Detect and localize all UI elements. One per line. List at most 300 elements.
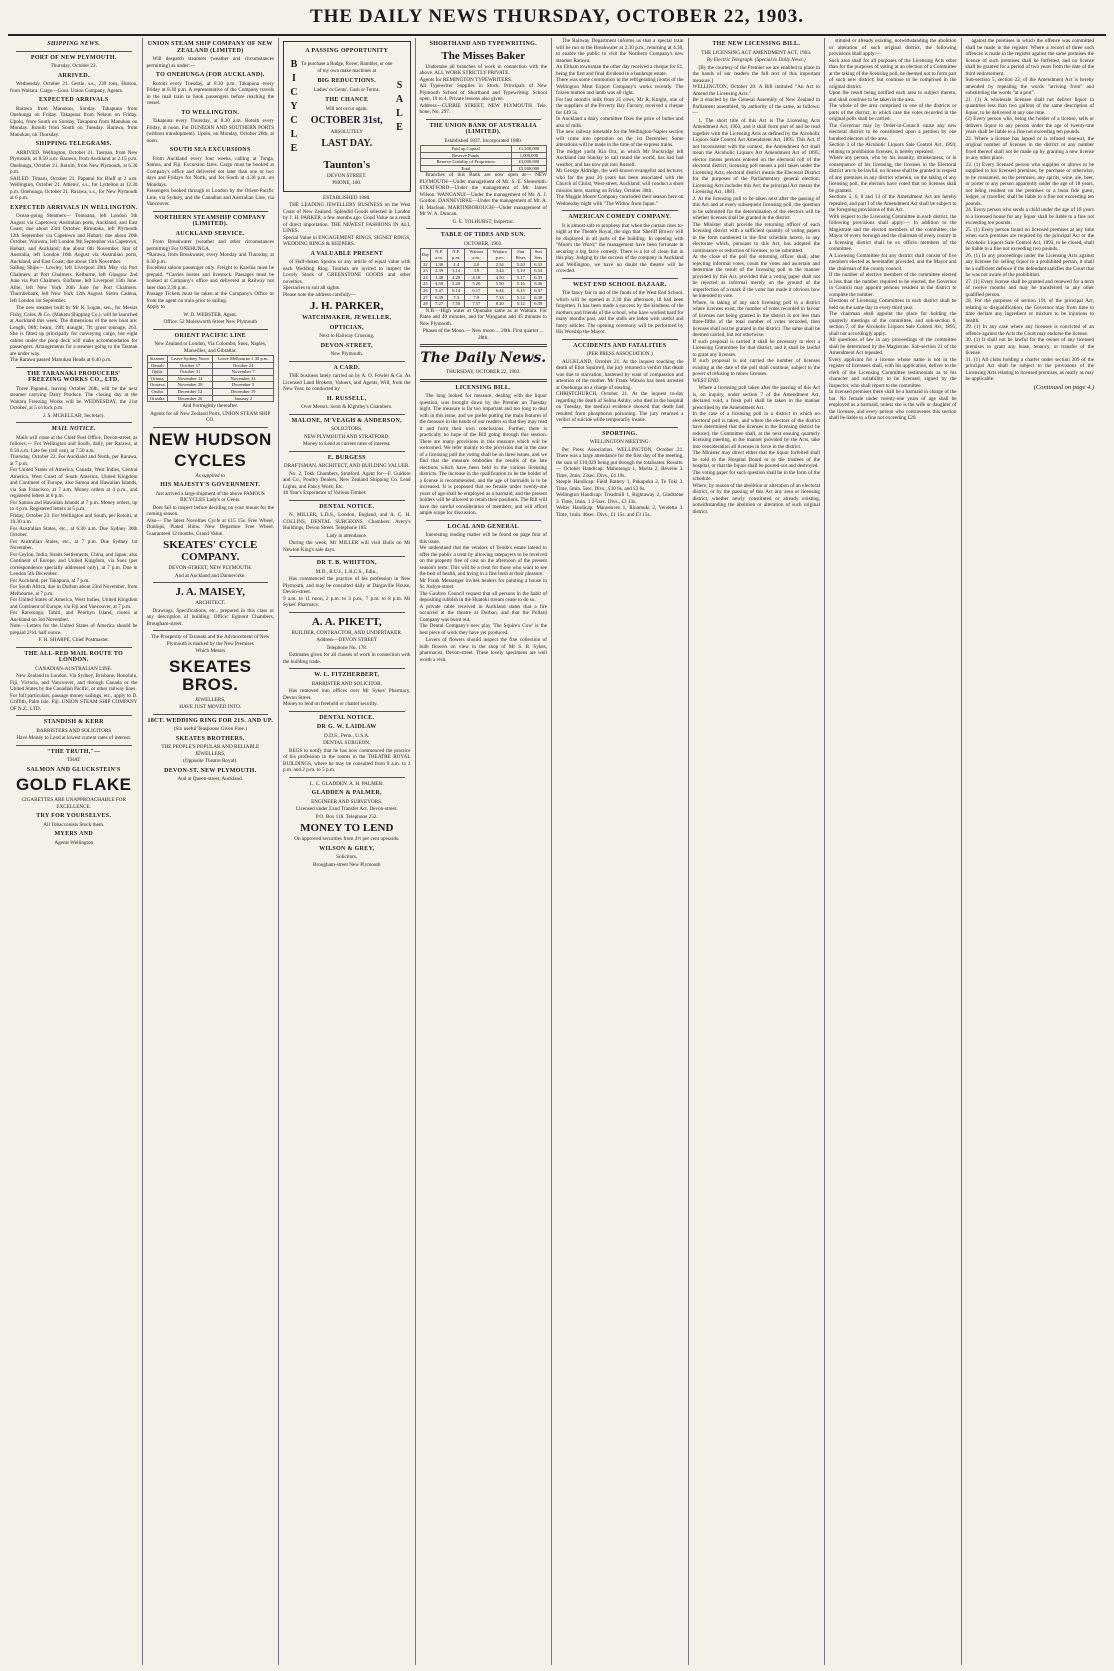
whitton-heading: DR T. B. WHITTON, (316, 560, 377, 566)
wellington-heading: TO WELLINGTON. (181, 109, 240, 116)
table-row (420, 165, 547, 172)
table-cell: 2.4 (448, 261, 465, 268)
table-row (147, 388, 274, 395)
table-row (147, 375, 274, 382)
table-cell: 4.50 (431, 281, 448, 288)
table-cell: 7.3 (448, 294, 465, 301)
last-day-text: LAST DAY. (321, 138, 373, 149)
table-cell: 5.19 (511, 268, 530, 275)
accidents-text: AUCKLAND, October 21. At the inquest touching the death of Eliot Squirrell, the jury returned a verdict that death was due to starvation, hastened by want of compassion and attention of the mother. Mr Frank Watson has been arrested at Onehunga on a charge of stealing. CHRISTCHURCH, October 21. At the inquest to-day regarding the death of Selina Ashby, who died in the hospital on Tuesday, the medical evidence showed that death had resulted from phosphorus poisoning. The jury returned a verdict of suicide while temporarily insane. (556, 358, 684, 423)
gold-try: TRY FOR YOURSELVES. (36, 813, 112, 819)
sale-vertical (393, 79, 407, 135)
table-cell: 4.20 (448, 274, 465, 281)
westend-heading: WEST END SCHOOL BAZAAR. (573, 281, 667, 288)
table-cell: 6.37 (530, 287, 546, 294)
russell-name: H. RUSSELL, (326, 395, 367, 402)
table-cell: 6.17 (465, 287, 488, 294)
arrived-heading: ARRIVED. (57, 72, 90, 79)
masthead-title: THE DAILY NEWS THURSDAY, OCTOBER 22, 1903. (309, 6, 805, 27)
divider (153, 427, 269, 428)
chance-text: THE CHANCE (325, 97, 369, 103)
table-header-cell: Waitara p.m. (488, 249, 511, 261)
accidents-sub: (PER PRESS ASSOCIATION.) (586, 351, 653, 357)
licensing-bill-sub: THE LICENSING ACT AMENDMENT ACT, 1903. (701, 49, 812, 56)
column-1 (6, 38, 143, 1665)
october-text: OCTOBER 31st, (310, 115, 383, 126)
table-cell: 6.34 (530, 268, 546, 275)
telegrams-heading: SHIPPING TELEGRAMS. (35, 141, 112, 147)
table-cell: Orizaba (147, 395, 167, 402)
table-header-cell: Leave Sydney Noon (167, 356, 213, 363)
ladies-text: Ladies' or Gents', Cash or Terms. (313, 88, 380, 93)
column-8 (962, 38, 1099, 1665)
sporting-text: Per Press Association. WELLINGTON, October 21. There was a large attendance for the first day of the meeting, the sum of £10,029 being put through the totalisator. Results:— October Handicap: Mahutonga 1, Marita 2, Reverie 3. Time, 2min. 23sec. Divs., £4 19s. Steeple Handicap: Field Battery 1, Pukapuka 2, Te Toki 3. Time, 5min. 5sec. Divs., £10 6s. and £3 6s. Wellington Handicap: Treadmill 1, Rightaway 2, Gladstone 3. Time, 1min. 1 2-5sec. Divs., £3 13s. Welter Handicap: Manoeuvre 1, Rinamuki 2, Vendetta 3. Time, 1min. 46sec. Divs., £1 15s. and £3 15s. (556, 446, 684, 518)
tautons-title: Taunton's (323, 158, 371, 171)
lady-heading: Lady in attendance. (326, 532, 368, 539)
table-cell: 6.44 (488, 287, 511, 294)
tides-table (420, 248, 548, 307)
skeates-cycle-heading: SKEATES' CYCLE COMPANY. (163, 539, 258, 564)
table-cell: Orotava (147, 382, 167, 389)
local-heading: LOCAL AND GENERAL (447, 523, 519, 530)
bicycle-letter: I (292, 72, 296, 84)
taranaki-heading: THE TARANAKI PRODUCERS' FREEZING WORKS CO., LTD. (26, 370, 121, 383)
standish-sub: BARRISTERS AND SOLICITORS (36, 727, 112, 734)
american-heading: AMERICAN COMEDY COMPANY. (568, 214, 672, 220)
laidlaw-sub: D.D.S., Penn., U.S.A. (324, 732, 370, 739)
divider (289, 668, 405, 669)
table-cell: 5.15 (511, 287, 530, 294)
table-row (420, 261, 547, 268)
wilson-address: Brougham-street New Plymouth (313, 861, 381, 868)
column-7 (825, 38, 962, 1665)
orient-heading: ORIENT PACIFIC LINE (174, 332, 246, 339)
gladden-heading: GLADDEN & PALMER, (311, 790, 382, 796)
fitz-heading: W. L. FITZHERBERT, (314, 672, 380, 678)
allred-text: New Zealand to London. Via Sydney, Brisbane, Honolulu, Fiji, Victoria, and Vancouver, and through Canada or the United States by the Canadian Pacific, or other railway lines. For full particulars, passage money sailings, etc., apply to D. Griffith, Palm Isle. Fiji. UNION STEAM SHIP COMPANY OF N.Z., LTD. (10, 673, 138, 712)
sale-letter: A (395, 93, 404, 105)
parker-name: J. H. PARKER, (310, 300, 384, 312)
bicycle-advert (283, 41, 411, 192)
table-row (420, 159, 547, 166)
taranaki-text: Three Papanui, leaving October 26th, will be the next steamer carrying Dairy Produce. The closing day at the Waitara Freezing Works will be WEDNESDAY, the 21st October, at 5 o'clock p.m. (10, 385, 138, 411)
table-cell: 5.16 (511, 281, 530, 288)
pikett-sub: BUILDER, CONTRACTOR, AND UNDERTAKER. (291, 629, 403, 636)
parker-text: THE LEADING JEWELLERY BUSINESS on the West Coast of New Zealand. Splendid Goods selected in London by J. H. PARKER, a few months ago. Good Value as a result of direct importation. THE NEWEST FASHIONS IN ALL LINES. Special Value in ENGAGEMENT RINGS, SIGNET RINGS, WEDDING RINGS & KEEPERS. (283, 202, 411, 247)
bicycle-letter: C (290, 86, 298, 98)
pikett-text: Estimates given for all classes of work in connection with the building trade. (283, 652, 411, 665)
bank-sign: G. E. TOLHURST, Inspector. (452, 218, 515, 225)
sporting-sub: WELLINGTON MEETING. (589, 439, 650, 445)
allred-sub: CANADIAN-AUSTRALIAN LINE. (35, 665, 113, 672)
onehunga-text: Rotoiti every Tuesday, at 8.30 p.m. Takapuna every Friday at 8.30 p.m. A representative of the Company travels in the mail train to book passengers before reaching the vessel. (146, 80, 274, 106)
table-header-cell: Steamer (147, 356, 167, 363)
table-cell: 24 (420, 274, 431, 281)
burgess-sub: DRAFTSMAN, ARCHITECT, AND BUILDING VALUER. (283, 463, 410, 469)
standish-heading: STANDISH & KERR (43, 719, 104, 725)
new-hudson-title: NEW HUDSON (148, 429, 272, 449)
shipping-heading: SHIPPING NEWS. (47, 41, 101, 47)
parker-np: New Plymouth. (330, 351, 364, 357)
southsea-heading: SOUTH SEA EXCURSIONS (169, 147, 251, 153)
table-row (147, 395, 274, 402)
arrived-text: Wednesday, October 21. Gertie, s.s., 239 tons, Hutson, from Waitara. Cargo—Gout. Union Company, Agents. (10, 81, 138, 94)
table-cell: 25 (420, 281, 431, 288)
hudson-sub: As supplied to (195, 472, 225, 479)
licensing-bill-text-2: Where a licensing poll taken after the passing of this Act is, on inquiry, under section 7 of the Amendment Act, declared void, a fresh poll shall be taken in the manner prescribed by the Amendment Act. In the case of a licensing poll in a district in which no electoral poll is taken, and where the electors of the district have determined that the licenses in the licensing district be reduced, the Committee shall, at the next ensuing quarterly licensing meeting, in the manner provided by the Acts, take into consideration all licenses in force in the district. The Minister may direct either that the liquor forfeited shall be sold to the Hospital Board or to the trustees of the hospital, or that the liquor shall be poured out and destroyed. The voting paper for such question shall be in the form of the schedule. Where, by reason of the abolition or alteration of an electoral district, or by the passing of this Act any area or licensing district, whether newly constituted or already existing, notwithstanding the abolition or alteration of such original district. (692, 385, 820, 515)
devon-street: DEVON-ST. NEW PLYMOUTH. (164, 767, 257, 774)
gold-tobacconists: All Tobacconists Stock them. (43, 821, 105, 828)
webster-sign: W. D. WEBSTER, Agent. (183, 311, 238, 318)
whitton-text: Has commenced the practice of his profession in New Plymouth, and may be consulted daily at Dargaville House, Devon-street. 9 a.m. to 11 noon, 2 p.m. to 3 p.m., 7 p.m. to 8 p.m. Mr Sykes' Pharmacy. (283, 576, 411, 608)
union-heading: UNION STEAM SHIP COMPANY OF NEW ZEALAND (LIMITED) (147, 41, 273, 54)
divider (16, 715, 132, 716)
sale-letter: L (396, 107, 403, 119)
truth-heading: "THE TRUTH,"— (47, 748, 101, 755)
gladden-partners: L. C. GLADDEN. A. H. PALMER. (309, 780, 384, 787)
column-4 (416, 38, 553, 1665)
table-cell: 4.50 (488, 274, 511, 281)
columns (6, 38, 1108, 1665)
divider (289, 711, 405, 712)
shipping-notice-text: The new steamer built by Mr R. Logan, sen., for Messrs Fishy, Coles, & Co. (Maketu Shipping Co.), will be launched at Auckland this week. The dimensions of the new boat are: Length, 96ft; beam, 19ft; draught, 7ft; gross tonnage, 263. She is fitted up principally for conveying cargo, but eight cabins under the poop deck will make accommodation for passengers. Arrangements for a steamer going to the Tasman are under way. The Rarawa passed Manukau Heads at 6.40 p.m. (10, 305, 138, 363)
table-cell: 7.57 (465, 301, 488, 308)
skeates-also: And at Auckland and Dannevirke. (174, 572, 246, 579)
purchase-text: To purchase a Rudge, Rover, Rambler, or one of my own make machines at (301, 62, 393, 74)
wellington-text: Takapuna every Thursday, at 8.30 a.m. Rotoiti every Friday, at noon. For DUNEDIN AND SOUTHERN PORTS (without transhipment). Upolu, on Monday, October 26th, at noon. (146, 118, 274, 144)
divider (426, 119, 542, 120)
malone-heading: MALONE, M'VEAGH & ANDERSON, (291, 417, 402, 424)
table-cell: 2.0 (465, 261, 488, 268)
pobox-text: P.O. Box 118. Telephone 252. (315, 813, 378, 820)
cycles-title: CYCLES (174, 450, 247, 470)
table-header-cell: N.P. a.m. (431, 249, 448, 261)
laidlaw-heading: DR G. W. LAIDLAW (316, 724, 377, 730)
table-cell: 22 (420, 261, 431, 268)
table-cell: November 28 (167, 382, 213, 389)
divider (562, 210, 678, 211)
divider (420, 344, 548, 347)
continued-note: (Continued on page 4.) (1033, 383, 1094, 391)
table-cell: £1,500,000 (511, 146, 546, 153)
divider (16, 745, 132, 746)
mail-sign: F. H. SHARPE, Chief Postmaster. (38, 637, 109, 643)
divider (562, 427, 678, 428)
moved-text: HAVE JUST MOVED INTO. (179, 704, 242, 711)
divider (562, 339, 678, 340)
masthead (8, 0, 1106, 36)
table-header-cell: Waitara a.m. (465, 249, 488, 261)
table-cell: January 2 (213, 395, 274, 402)
skeates-brothers: SKEATES BROTHERS, (175, 735, 245, 742)
divider (289, 361, 405, 362)
baker-text: Undertake all branches of work in connection with the above. ALL WORK STRICTLY PRIVATE. Agents for REMINGTON TYPEWRITERS. All Typewriter Supplies in Stock. Principals of New Plymouth School of Shorthand and Typewriting. School open, 10 to 4. Private lessons also given. Address—CURRIE STREET, NEW PLYMOUTH. Tele. hone, No. 297. (419, 63, 547, 115)
expected2-heading: EXPECTED ARRIVALS IN WELLINGTON. (10, 204, 138, 211)
skeates-bros-title: SKEATES BROS. (168, 656, 252, 694)
pikett-telephone: Telephone No. 178. (326, 644, 368, 651)
recur-text: Will not occur again. (325, 107, 368, 112)
wedding-sub: (Six useful Teaspoons Given Free.) (173, 726, 247, 733)
table-cell: Reserve Liability of Proprietors (420, 159, 511, 166)
burgess-text: No. 2, Tokk Chambers, Stratford. Agent for—F. Guidore and Co., Poultry Dealers, New Zealand Shipping Co. Lead Lights, and Fancy Work, Etc. 40 Year's Experience of Various Timber. (283, 470, 411, 496)
table-cell: £3,000,000 (511, 159, 546, 166)
gladden-text: Licensed under Land Transfer Act. Devon-street. (295, 806, 398, 812)
absolutely-text: ABSOLUTELY (330, 130, 363, 135)
table-cell: 5.14 (511, 294, 530, 301)
divider (289, 414, 405, 415)
table-row (147, 369, 274, 376)
standish-text: Have Money to Lend at lowest current rates of interest. (16, 735, 132, 741)
northern-heading: NORTHERN STEAMSHIP COMPANY (LIMITED). (154, 214, 266, 227)
laidlaw-dental: DENTAL SURGEON. (323, 740, 371, 746)
hudson-text-2: Dont fail to inspect before deciding on your mount for the coming season. Also— The latest Novelties Cycle at £15 15s. Free Wheel, Dunlops, Plated Rims. New Departure Free Wheel. Guaranteed 12 months, Grand Value. (146, 504, 274, 537)
reductions-text: BIG REDUCTIONS. (317, 78, 376, 84)
table-row (420, 146, 547, 153)
table-row (420, 294, 547, 301)
table-row (420, 274, 547, 281)
bank-table (420, 145, 548, 172)
table-cell: 2.34 (488, 261, 511, 268)
union-text: Will despatch steamers (weather and circumstances permitting) as under:— (146, 56, 274, 69)
expected2-text: Ocean-going Steamers— Tomoana, left London 5th August via Capetown; Australian ports, Auckland, and East Coast; due about 23rd October. Rimutaka, left Plymouth 12th September via Capetown and Hobart; due about 20th October. Waiwera, left London 9th September via Capetown, Hobart, and Auckland; due about 6th November. Star of Australia, left London 16th August via Australian ports, Auckland, and East Coast; due about 13th November. Sailing Ships— Lowley, left Liverpool 28th May via Port Chalmers; at Port Chalmers. Kelburne, left Glasgow 2nd June via Port Chalmers. Einfanse, left Liverpool 15th June. Allie, left New York 20th June for Port Chalmers. Thornliebank, left New York 12th August. Sierra Cadena, left London 1st September. (10, 213, 138, 304)
divider (153, 211, 269, 212)
parker-devon: DEVON-STREET, (320, 342, 373, 349)
fitz-text: Has removed into offices over Mr Sykes' Pharmacy, Devon Street. Money to lend on freehold or chattel security. (283, 688, 411, 707)
sale-letter: S (396, 79, 403, 91)
table-cell: 5.20 (465, 281, 488, 288)
table-header-cell: N.P. p.m. (448, 249, 465, 261)
table-cell: Ophir (147, 369, 167, 376)
money-heading: MONEY TO LEND (300, 822, 394, 834)
parker-established: ESTABLISHED 1880. (323, 194, 371, 201)
dental-heading: DENTAL NOTICE. (319, 503, 375, 510)
licensing-cont-text: stituted or already existing, notwithstanding the abolition or alteration of such original district, the following provisions shall apply:— Such area shall for all purposes of the Licensing Acts other than for the purposes of voting at an election of a Committee at the taking of the licensing poll, be deemed not to form part of such new district; but continue to be comprised in the original district. Upon the result being notified each area to subject thereto, and shall continue to be taken in the area. The whole of the area comprised in one of the districts or parts of the district, in which case the votes recorded in the original polls shall be carried. The Governor may by Order-in-Council cause any new electoral district to be constituted upon a petition by one hundred electors of the area. Section 3 of the Alcoholic Liquors Sale Control Act, 1893, relating to prohibition licenses, is hereby repealed. Where any person, who by his insanity, drunkenness, or in consequence of his licensing, the licenses in the Electoral district are to be lawful, no license shall be granted in respect of any premises in any district wherein, on the taking of any licensing poll, the electors have voted that no licenses shall be granted. Sections 5, 6, 8 and 13 of the Amendment Act are hereby repealed, and part I of the Amendment Act shall be subject to the foregoing provisions of this Act. With respect to the Licensing Committee in each district, the following provisions shall apply:— In addition to the Magistrate and the elected members of the committee, the Mayor of every borough and the chairman of every county in a licensing district shall be ex officio members of the committee. A Licensing Committee for any district shall consist of five members elected as hereinafter provided, and the Mayor and the chairman of the county council. If the number of elective members of the committee elected is less than the number required to be elected, the Governor in Council may appoint persons resident in the district to complete the number. Elections of Licensing Committees in each district shall be held on the same day in every third year. The chairman shall appoint the place for holding the quarterly meetings of the committee, and sub-section 6, section 7, of the Alcoholic Liquors Sale Control Act, 1895, shall not accordingly apply. All questions of law in any proceedings of the committee shall be determined by the Magistrate. Sub-section 21 of the Amendment Act repealed. Every applicant for a license whose name is not in the register of licensees shall, with his application, deliver to the clerk of the Licensing Committee testimonials as to his character and suitability to be licensed, signed by the Inspector, who shall report to the committee. In licensed premises there shall be a barmaid in charge of the bar. No female under twenty-one years of age shall be employed as a barmaid, unless she is the wife or daughter of the licensee, and every person who contravenes this section shall be liable to a fine not exceeding £20. (829, 38, 957, 421)
table-cell: 3.44 (488, 268, 511, 275)
myers-sub: Agents Wellington (54, 839, 94, 846)
bicycle-middle (301, 61, 393, 152)
table-cell: November 21 (213, 375, 274, 382)
myers-line: MYERS AND (54, 831, 94, 837)
column-3 (279, 38, 416, 1665)
lady-text: During the week, Mr MILLER will visit Bulls on Mr Newton King's sale days. (283, 540, 411, 553)
licensing-heading: LICENSING BILL. (455, 384, 512, 391)
table-cell: 1,000,000 (511, 152, 546, 159)
accidents-heading: ACCIDENTS AND FATALITIES (573, 342, 667, 349)
valuable-text: of Half-dozen Spoons or any article of equal value with each Wedding Ring. Tourists are invited to inspect the Lovely Stock of GREENSTONE GOODS and other novelties. Spectacles to suit all sights. Please note the address carefully— (283, 259, 411, 298)
table-cell: Omrah (147, 362, 167, 369)
russell-address: Over Messrs. Scott & Kightley's Chambers. (301, 404, 393, 410)
agents-text: Agents for all New Zealand Ports, UNION STEAM SHIP CO. (150, 410, 271, 424)
table-cell: October 17 (167, 362, 213, 369)
bank-text: Branches of this Bank are now open at— NEW PLYMOUTH—Under management of Mr. S. E. Shoesmith. STRATFORD—Under the management of Mr. James Wilson. WANGANUI—Under the management of Mr. A. J. Gordon. DANNEVIRKE—Under the management of Mr. A. H. Maclean. MARTINBOROUGH—Under management of Mr W. A. Duncan. (419, 172, 547, 218)
auckland-heading: AUCKLAND SERVICE. (175, 230, 245, 237)
bicycle-body (287, 58, 407, 156)
divider (16, 422, 132, 423)
table-cell: 27 (420, 294, 431, 301)
table-cell: 2.39 (431, 268, 448, 275)
table-header-cell: Day (420, 249, 431, 261)
table-header-cell: Sun Rises (511, 249, 530, 261)
port-heading: PORT OF NEW PLYMOUTH. (30, 54, 117, 61)
expected-heading: EXPECTED ARRIVALS (38, 97, 109, 103)
table-cell: 6.36 (530, 281, 546, 288)
skeates-address: DEVON-STREET, NEW PLYMOUTH. (168, 565, 253, 572)
table-cell: 6.35 (530, 274, 546, 281)
licensing-bill-heading: THE NEW LICENSING BILL. (712, 41, 801, 47)
table-cell: 23 (420, 268, 431, 275)
table-cell: November 14 (167, 375, 213, 382)
table-cell: 3.14 (448, 268, 465, 275)
shorthand-heading: SHORTHAND AND TYPEWRITING. (429, 41, 537, 47)
divider (289, 451, 405, 452)
table-cell: 5.20 (511, 261, 530, 268)
licensing-bill-by: By Electric Telegraph. (Special to Daily News.) (706, 57, 806, 63)
hudson-text: Just arrived a large shipment of the above FAMOUS BICYCLES Lady's or Gents. (155, 490, 265, 504)
bank-established: Established 1837. Incorporated 1880. (444, 137, 523, 144)
queen-street: And at Queen-street, Auckland. (177, 776, 244, 783)
table-cell: 5.17 (511, 274, 530, 281)
wilson-heading: WILSON & GREY, (319, 845, 375, 852)
hudson-gov: HIS MAJESTY'S GOVERNMENT. (160, 482, 261, 489)
table-cell: £5,500,000 (511, 165, 546, 172)
wilson-sub: Solicitors, (336, 854, 358, 860)
column-5 (552, 38, 689, 1665)
table-cell: 3.9 (465, 268, 488, 275)
date-line: Thursday, October 22. (50, 63, 97, 69)
dental2-heading: DENTAL NOTICE. (319, 714, 375, 721)
parker-next: Next to Railway Crossing, (319, 333, 375, 339)
intro-text: The Railway Department informs us that a special train will be run to the Breakwater at 2.30 p.m., returning at 4.30, to enable the public to visit the Northern Company's new steamer Rarawa. An Eltham townsman the other day received a cheque for £1, being the first and final dividend in a bankrupt estate. There was some commotion in the refrigerating rooms of the Wellington Meat Export Company's works recently. The frozen mutton and lamb was all right. For last month's milk from 25 cows, Mr R. Knight, one of the suppliers of the Poverty Bay Factory, received a cheque for £49 5s. In Auckland a dairy committee fixes the price of butter and also of milk. The new railway timetable for the Wellington-Napier section will come into operation on the 1st December. Some alterations will be made in the time of the express trains. The midget yacht Kia Ora, in which Mr Buckridge left Auckland last Sunday to sail round the world, has had bad weather, and has now put into Russell. Mr George Aldridge, the well known evangelist and lecturer, who for the past 20 years has been associated with the Church of Christ, West-street, Auckland, will conduct a short mission here, starting on Friday, October 30th. The Maggie Moore Company concluded their season here on Wednesday night with "The Widow from Japan." (556, 38, 684, 207)
american-text: It is almost safe to prophesy that when the curtain rises to-night at the Theatre Royal, the sign that 'Sheriff Brown' will be displayed in all parts of the building. In opening with "Mum's the Word," the management have been fortunate in securing a big farce comedy. There is a lot of clean fun in this play. Judging by the success of the company in Auckland and Wellington, we have no doubt the theatre will be crowded. (556, 222, 684, 274)
jewellers-text: JEWELLERS, (195, 696, 226, 703)
mail-text: Mails will close at the Chief Post Office, Devon-street, as follows:— For Wellington and South, daily, per Rarawa, at 8.50 a.m. Late fee (rail van), at 7.50 a.m. Thursday, October 22. For Auckland and North, per Rarawa, at 7 p.m. For United States of America, Canada, West Indies, Central America, West Coast of South America, United Kingdom and Continent of Europe, also Samoa and Hawaiian Islands, via San Francisco, at 7 a.m. Money orders at 4 p.m., and registered letters at 6 p.m. For Samoa and Hawaiian Islands at 7 p.m. Money orders, up to 4 p.m. Registered letters at 5 p.m. Friday, October 23. For Wellington and South, per Rotoiti, at 10.30 a.m. For Australian States, etc., at 6.30 a.m. Due Sydney 30th October. For Australian States, etc., at 7 p.m. Due Sydney 1st November. For Ceylon, India, Straits Settlements, China, and Japan; also Continent of Europe, and United Kingdom, via Suez (per correspondence specially addressed only), at 7 p.m. Due in London 5th December. For Auckland, per Takapuna, at 7 p.m. For South Africa, due in Durban about 23rd November, from Melbourne, at 7 p.m. For United States of America, West Indies, United Kingdom and Continent of Europe, via Fiji and Vancouver, at 7 p.m. For Rarotonga, Tahiti, and Penrhyn Island, closes at Auckland on 3rd November. Note.—Letters for the United States of America should be prepaid 2½d. half ounce. (10, 434, 138, 636)
pikett-address: Address—DEVON STREET (316, 637, 378, 643)
table-cell: 6.14 (448, 287, 465, 294)
table-cell: 7.9 (465, 294, 488, 301)
expected-text: Rarawa from Manukau, Sunday. Takapuna from Onehunga on Friday. Takapuna from Nelson on Friday. Upolu, from South on Sunday. Takapuna from Manukau on Monday. Rotoiti from South on Tuesday. Rarawa, from Manukau, on Thursday. (10, 105, 138, 138)
column-2 (143, 38, 280, 1665)
table-cell: 5.12 (511, 301, 530, 308)
gladden-sub: ENGINEER AND SURVEYORS. (311, 798, 383, 805)
licensing-bill-text: 1. The short title of this Act is The Licensing Acts Amendment Act, 1903, and it shall form part of and be read together with the Licensing Acts as defined by the Alcoholic Liquors Sale Control Act Amendment Act, 1895. This Act, if not inconsistent with the context, the Amendment Act shall mean the Alcoholic Liquors Act Amendment Act of 1895; elector means persons entered on the electoral roll of the electoral district; licensing poll means a poll taken under the Licensing Acts; electoral district means the Electoral District for the purposes of the Parliamentary general election; Licensing Acts includes this Act; the principal Act means the Licensing Act, 1881. 2. At the licensing poll to be taken next after the passing of this Act and at every subsequent licensing poll, the question to be submitted for the determination of the electors will be whether licenses shall be granted in the district. The Minister shall provide the returning officer of each licensing district with a sufficient quantity of voting papers in the form numbered in the first schedule hereto, in any electorate which, pursuant to this Act, has adopted the continuance or reduction of licenses, to be submitted. At the close of the poll the returning officer shall, after rejecting informal votes, count the votes and ascertain and determine the result of the licensing poll in the manner provided by this Act, provided that a voting paper shall not be rejected as informal merely on the ground of the imperfection of a mark if the voter has made it obvious how he intended to vote. Where, in taking of any such licensing poll in a district where licenses exist, the number of votes recorded in favour of licenses not being granted in the district is not less than three-fifths of the total number of votes recorded, then licenses shall not be granted in the district. The same shall be deemed carried, but not otherwise. If such proposal is carried it shall be necessary to elect a Licensing Committee for that district, and it shall be lawful to grant any licenses. If such proposal is not carried the number of licenses existing at the date of the poll shall continue, subject to the power of refusing to renew licenses. WEST END. (692, 117, 820, 384)
parker-trade: WATCHMAKER, JEWELLER, (302, 315, 392, 321)
divider (153, 582, 269, 583)
table-cell: 8.20 (488, 301, 511, 308)
allred-heading: THE ALL-RED MAIL ROUTE TO LONDON. (24, 650, 124, 663)
bicycle-letter: C (290, 114, 298, 126)
bank-heading: THE UNION BANK OF AUSTRALIA (LIMITED). (429, 122, 537, 135)
opposite-text: (Opposite Theatre Royal). (183, 758, 238, 765)
divider (562, 278, 678, 279)
phone-text: PHONE, 100. (332, 180, 362, 186)
maisey-sub: ARCHITECT. (195, 600, 226, 607)
moon-phases: Phases of the Moon.— New moon ... 20th. First quarter ... 28th. (422, 328, 544, 341)
column-6 (689, 38, 826, 1665)
table-cell: 7.50 (448, 301, 465, 308)
which-text: Which Messrs (195, 648, 226, 655)
table-cell: 5.50 (488, 281, 511, 288)
table-cell: 4.18 (465, 274, 488, 281)
sporting-heading: SPORTING. (602, 430, 638, 437)
card-heading: A CARD. (333, 364, 360, 371)
table-cell: Total (420, 165, 511, 172)
table-cell: 7.33 (488, 294, 511, 301)
wedding-ring: 18CT. WEDDING RING FOR 21S. AND UP. (147, 717, 274, 724)
divider (289, 777, 405, 778)
money-text: On approved securities from 4½ per cent upwards. (294, 836, 400, 842)
table-row (420, 268, 547, 275)
divider (153, 329, 269, 330)
bicycle-letter: L (290, 128, 298, 140)
local-text: Interesting reading matter will be found on page four of this issue. We understand that the vendors of Yende's estate intend to offer the public a treat by allowing ratepayers to be received on the property free of cost on the afternoon of the present season's term. This will be a treat for those who want to see the best of health, and living in a fine bush at their pleasure. Mr Frank Messenger invites tenders for painting a house in St. Aubyn-street. The Gaulton Council request that all persons in the habit of depositing rubbish in the Huatoki stream cease to do so. A private cable received in Auckland states that a fire occurred at the theatre at Durban, and that the Pollard Company was burnt out. The Dental Company's new play 'The Squire's Cow' is the best piece of work they have yet produced. (419, 532, 547, 636)
table-cell: 6.33 (530, 261, 546, 268)
auckland-text: From Breakwater (weather and other circumstances permitting) For ONEHUNGA. *Rarawa, from Breakwater, every Monday and Thursday, at 8.30 p.m. Excellent saloon passenger only. Freight to Kawhia must be prepaid. *Carries horses and livestock. Passages must be booked at Company's office and delivered at Railway not later than 2.30 p.m. Passage Tickets must be taken at the Company's Office or from the agent on train prior to sailing. Apply to (146, 239, 274, 310)
divider (426, 228, 542, 229)
daily-news-date: THURSDAY, OCTOBER 22, 1903. (445, 369, 521, 376)
table-cell: November 7 (213, 369, 274, 376)
daily-news-title: The Daily News. (420, 350, 547, 367)
truth-sub: THAT (67, 757, 81, 763)
divider (420, 379, 548, 382)
malone-text: Money to Lend at current rates of interest. (302, 441, 391, 447)
table-row (420, 152, 547, 159)
dental-text: N. MILLER, L.D.S., London, England, and A. C. H. COLLINS, DENTAL SURGEONS. Chambers: Avery's Buildings, Devon Street. Telephone 185. (283, 512, 411, 531)
whitton-sub: M.D., R.U.I., L.R.C.S., Edin., (315, 568, 378, 575)
ending-text: Lovers of flowers should inspect the fine collection of bulb flowers on view in the shop of Mr S. B. Sykes, pharmacist, Devon-street. These lovely specimens are well worth a visit. (419, 637, 547, 663)
valuable-heading: A VALUABLE PRESENT (310, 250, 384, 257)
maisey-heading: J. A. MAISEY, (175, 586, 246, 599)
gold-sub: CIGARETTES ARE UNAPPROACHABLE FOR EXCELLENCE. (21, 797, 126, 810)
table-row (420, 301, 547, 308)
prosperity-text: The Prosperity of Taranaki and the Advancement of New Plymouth is marked by the New Premises (150, 634, 270, 647)
licensing-cont-text-2: against the premises in which the offence was committed shall be made in the register. Where a record of three such offences is made in the register against the same premises the licence of such premises shall be forfeited, and no license shall be granted for a period of two years from the date of the third endorsement. Sub-section 5, section 22, of the Amendment Act is hereby amended by repealing the words "arriving from" and substituting the words "at a port". 21. (1) A wholesale licensee shall not deliver liquor in quantities less than two gallons of the same description of liquor, to be delivered at any one time. (2) Every person who, being the holder of a license, sells or delivers liquor to any person under the age of twenty-one years shall be liable to a fine not exceeding ten pounds. 22. Where a license has lapsed or is refused renewal, the original number of licenses in the district or any number fixed thereof shall not be made up by granting a new license in any other place. 23. (1) Every licensed person who supplies or allows to be supplied to his licensed premises, by purchase or otherwise, to be consumed, on the premises, any spirits, wine, ale, beer, or porter to any person apparently under the age of 18 years, not being resident on the premises or a bona fide guest, lodger, or traveller, shall be liable to a fine not exceeding ten pounds. 24. Every person who sends a child under the age of 18 years to a licensed house for any liquor shall be liable to a fine not exceeding ten pounds. 25. (1) Every person found on licensed premises at any time when such premises are required by the principal Act or the Alcoholic Liquors Sale Control Act, 1893, to be closed, shall be liable to a fine not exceeding two pounds. 26. (1) In any proceedings under the Licensing Acts against any licensee for selling liquor to a prohibited person, it shall be a sufficient defence if the defendant satisfies the Court that he was not aware of the prohibition. 27. (1) Every license shall be granted and renewed for a term of twelve months and may be transferred to any other qualified person. 28. For the purposes of section 191 of the principal Act, relating to disqualification, the Governor may from time to time declare any ingredient or mixture to be injurious to health. 29. (1) In any case where any licensee is convicted of an offence against the Acts the Court may endorse the license. 30. (1) It shall not be lawful for the owner of any licensed premises to grant any lease, tenancy, or transfer of the license. 31. (1) All clubs holding a charter under section 209 of the principal Act shall be subject to the provisions of the Licensing Acts relating to licensed premises, as nearly as may be applicable. (965, 38, 1094, 382)
table-cell: Reserve Funds (420, 152, 511, 159)
telegrams-text: ARRIVED. Wellington, October 21. Tasman, from New Plymouth, at 8.50 a.m. Rarawa, from Auckland at 2.15 p.m. Onehunga, October 21. Rotoiti, from New Plymouth, at 6.30 p.m. SAILED. Timaru, October 21. Papanui for Bluff at 2 a.m. Wellington, October 21. Athenic, s.s., for Lyttelton at 12.30 p.m. Onehunga, October 21. Rarawa, s.s., for New Plymouth at 6 p.m. (10, 149, 138, 201)
tides-heading: TABLE OF TIDES AND SUN. (440, 232, 526, 239)
gold-flake-title: GOLD FLAKE (16, 775, 132, 794)
table-cell: 6.39 (530, 301, 546, 308)
table-row (147, 382, 274, 389)
table-row (147, 362, 274, 369)
bicycle-letter: E (290, 142, 298, 154)
divider (16, 51, 132, 52)
table-cell: 5.20 (448, 281, 465, 288)
webster-office: Office: 52 Molesworth Street New Plymouth (163, 319, 257, 325)
popular-text: THE PEOPLE'S POPULAR AND RELIABLE JEWELLERS, (161, 744, 260, 757)
table-cell: 7.27 (431, 301, 448, 308)
taranaki-sign: J. S. MCKELLAR, Secretary. (42, 412, 105, 419)
mail-heading: MAIL NOTICE. (51, 426, 96, 432)
divider (16, 647, 132, 648)
licensing-bill-intro: [By the courtesy of the Premier we are enabled to place in the hands of our readers the full text of this important measure.] WELLINGTON, October 20. A Bill intituled "An Act to Amend the Licensing Acts." Be it enacted by the General Assembly of New Zealand in Parliament assembled, by authority of the same, as follows:— (692, 64, 820, 116)
table-cell: October 31 (167, 369, 213, 376)
table-cell: December 19 (213, 388, 274, 395)
table-cell: 6.39 (431, 294, 448, 301)
salmon-line: SALMON AND GLUCKSTEIN'S (26, 766, 121, 773)
table-cell: December 5 (213, 382, 274, 389)
table-header-cell: Leave Melbourne 1.30 p.m. (213, 356, 274, 363)
sale-letter: E (396, 121, 403, 133)
table-cell: October 24 (213, 362, 274, 369)
divider (16, 367, 132, 368)
westend-text: The fancy fair in aid of the funds of the West End School, which will be opened at 2.30 this afternoon, ill had been forgotten. It has been made a success by the kindness of the mothers and friends of the school, who have worked hard for many months past, and the stalls are laden with useful and fancy articles. The opening ceremony will be performed by His Worship the Mayor. (556, 290, 684, 335)
tides-sub: OCTOBER, 1903. (464, 240, 503, 247)
orient-text: New Zealand to London, Via Colombo, Suez, Naples, Marseilles, and Gibraltar. (154, 341, 267, 354)
table-cell: Paid up Capital (420, 146, 511, 153)
table-row (420, 287, 547, 294)
table-cell: 3.48 (431, 274, 448, 281)
baker-title: The Misses Baker (441, 49, 526, 62)
